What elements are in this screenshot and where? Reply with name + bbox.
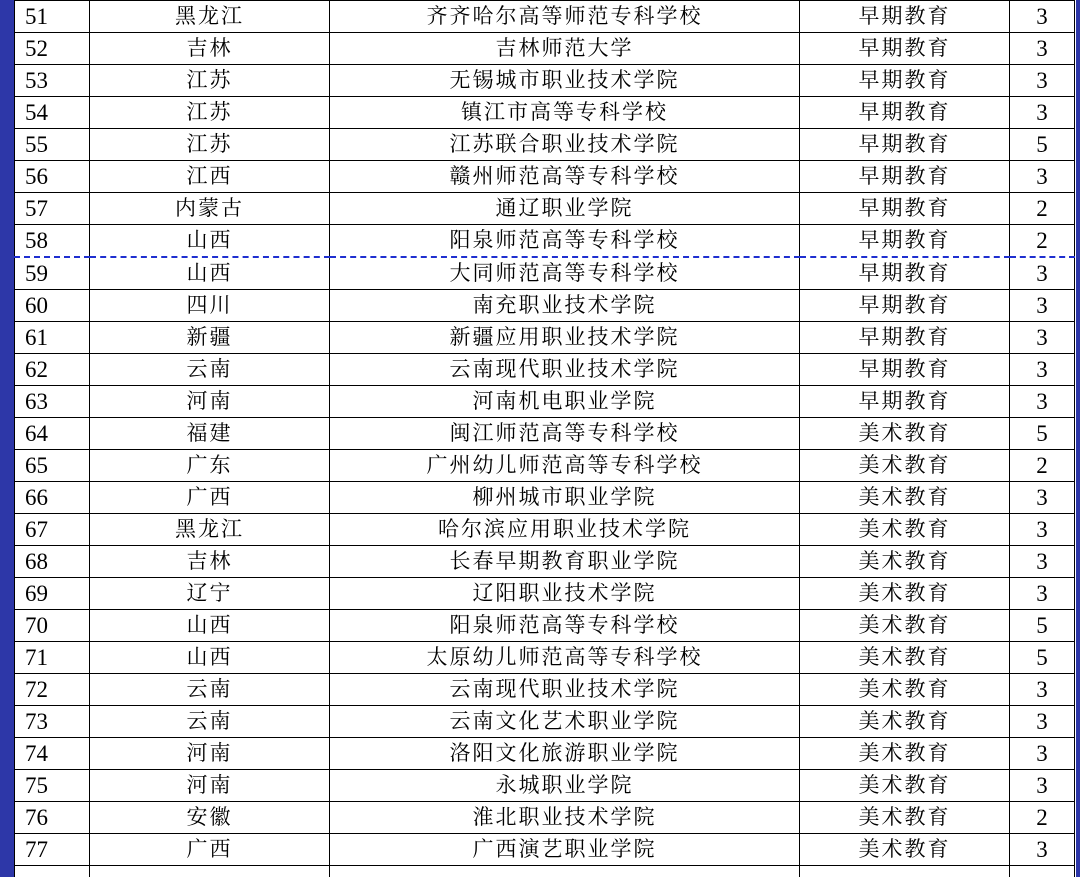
table-row <box>15 642 1075 674</box>
province-cell[interactable]: 广东 <box>90 450 330 482</box>
row-number-cell[interactable]: 75 <box>15 770 90 802</box>
school-name-cell[interactable]: 永城职业学院 <box>330 770 800 802</box>
count-cell[interactable]: 3 <box>1010 161 1075 193</box>
row-number-cell[interactable]: 73 <box>15 706 90 738</box>
province-cell[interactable]: 黑龙江 <box>90 514 330 546</box>
province-cell[interactable]: 山西 <box>90 642 330 674</box>
row-number-cell[interactable]: 72 <box>15 674 90 706</box>
row-number-cell[interactable]: 68 <box>15 546 90 578</box>
province-cell[interactable]: 云南 <box>90 354 330 386</box>
school-table <box>14 0 1075 877</box>
school-name-cell[interactable]: 云南现代职业技术学院 <box>330 354 800 386</box>
school-name-cell[interactable]: 洛阳文化旅游职业学院 <box>330 738 800 770</box>
row-number-cell[interactable]: 64 <box>15 418 90 450</box>
count-cell[interactable]: 3 <box>1010 65 1075 97</box>
table-row <box>15 706 1075 738</box>
school-name-cell[interactable]: 江苏联合职业技术学院 <box>330 129 800 161</box>
table-body <box>15 1 1075 877</box>
table-row <box>15 1 1075 33</box>
count-cell[interactable]: 3 <box>1010 290 1075 322</box>
province-cell[interactable]: 河南 <box>90 770 330 802</box>
major-cell[interactable]: 美术教育 <box>800 834 1010 866</box>
province-cell[interactable]: 广西 <box>90 834 330 866</box>
table-row <box>15 450 1075 482</box>
row-number-cell[interactable]: 53 <box>15 65 90 97</box>
major-cell[interactable]: 美术教育 <box>800 418 1010 450</box>
row-number-cell[interactable]: 76 <box>15 802 90 834</box>
row-number-cell[interactable]: 77 <box>15 834 90 866</box>
major-cell[interactable]: 早期教育 <box>800 1 1010 33</box>
table-row-partial <box>15 866 1075 877</box>
major-cell[interactable]: 早期教育 <box>800 129 1010 161</box>
row-number-cell[interactable]: 56 <box>15 161 90 193</box>
row-number-cell[interactable]: 67 <box>15 514 90 546</box>
table-row <box>15 578 1075 610</box>
count-cell[interactable]: 2 <box>1010 450 1075 482</box>
spreadsheet-page <box>14 0 1076 877</box>
table-row <box>15 738 1075 770</box>
school-name-cell[interactable]: 新疆应用职业技术学院 <box>330 322 800 354</box>
row-number-cell <box>15 866 90 877</box>
table-row <box>15 354 1075 386</box>
school-name-cell[interactable]: 南充职业技术学院 <box>330 290 800 322</box>
major-cell[interactable]: 早期教育 <box>800 33 1010 65</box>
count-cell[interactable]: 3 <box>1010 1 1075 33</box>
table-row <box>15 802 1075 834</box>
school-name-cell[interactable]: 阳泉师范高等专科学校 <box>330 225 800 258</box>
count-cell[interactable]: 3 <box>1010 33 1075 65</box>
count-cell[interactable]: 3 <box>1010 322 1075 354</box>
row-number-cell[interactable]: 71 <box>15 642 90 674</box>
province-cell[interactable]: 江苏 <box>90 129 330 161</box>
count-cell[interactable]: 2 <box>1010 193 1075 225</box>
row-number-cell[interactable]: 61 <box>15 322 90 354</box>
major-cell[interactable]: 早期教育 <box>800 225 1010 258</box>
count-cell[interactable]: 2 <box>1010 225 1075 258</box>
school-name-cell[interactable]: 通辽职业学院 <box>330 193 800 225</box>
school-name-cell[interactable]: 广州幼儿师范高等专科学校 <box>330 450 800 482</box>
row-number-cell[interactable]: 74 <box>15 738 90 770</box>
major-cell[interactable]: 美术教育 <box>800 770 1010 802</box>
row-number-cell[interactable]: 66 <box>15 482 90 514</box>
count-cell[interactable]: 5 <box>1010 610 1075 642</box>
major-cell[interactable]: 美术教育 <box>800 482 1010 514</box>
count-cell[interactable]: 3 <box>1010 354 1075 386</box>
province-cell[interactable]: 河南 <box>90 386 330 418</box>
row-number-cell[interactable]: 69 <box>15 578 90 610</box>
table-row <box>15 257 1075 290</box>
province-cell[interactable]: 广西 <box>90 482 330 514</box>
major-cell[interactable]: 美术教育 <box>800 706 1010 738</box>
province-cell[interactable]: 江西 <box>90 161 330 193</box>
province-cell[interactable]: 山西 <box>90 257 330 290</box>
province-cell[interactable]: 黑龙江 <box>90 1 330 33</box>
province-cell[interactable]: 江苏 <box>90 65 330 97</box>
school-name-cell[interactable]: 无锡城市职业技术学院 <box>330 65 800 97</box>
table-row <box>15 33 1075 65</box>
province-cell[interactable]: 云南 <box>90 674 330 706</box>
school-name-cell[interactable]: 大同师范高等专科学校 <box>330 257 800 290</box>
row-number-cell[interactable]: 65 <box>15 450 90 482</box>
table-row <box>15 610 1075 642</box>
province-cell[interactable]: 福建 <box>90 418 330 450</box>
school-name-cell[interactable]: 哈尔滨应用职业技术学院 <box>330 514 800 546</box>
major-cell[interactable]: 美术教育 <box>800 514 1010 546</box>
major-cell[interactable]: 美术教育 <box>800 546 1010 578</box>
count-cell[interactable]: 3 <box>1010 578 1075 610</box>
count-cell <box>1010 866 1075 877</box>
count-cell[interactable]: 3 <box>1010 674 1075 706</box>
province-cell[interactable]: 四川 <box>90 290 330 322</box>
table-row <box>15 225 1075 258</box>
table-row <box>15 834 1075 866</box>
major-cell[interactable]: 早期教育 <box>800 386 1010 418</box>
table-row <box>15 482 1075 514</box>
province-cell[interactable]: 内蒙古 <box>90 193 330 225</box>
count-cell[interactable]: 5 <box>1010 129 1075 161</box>
province-cell[interactable]: 吉林 <box>90 546 330 578</box>
school-name-cell[interactable]: 长春早期教育职业学院 <box>330 546 800 578</box>
school-name-cell <box>330 866 800 877</box>
province-cell[interactable]: 江苏 <box>90 97 330 129</box>
school-name-cell[interactable]: 吉林师范大学 <box>330 33 800 65</box>
table-row <box>15 546 1075 578</box>
row-number-cell[interactable]: 52 <box>15 33 90 65</box>
row-number-cell[interactable]: 51 <box>15 1 90 33</box>
province-cell[interactable]: 新疆 <box>90 322 330 354</box>
row-number-cell[interactable]: 54 <box>15 97 90 129</box>
row-number-cell[interactable]: 59 <box>15 257 90 290</box>
major-cell[interactable]: 美术教育 <box>800 642 1010 674</box>
row-number-cell[interactable]: 60 <box>15 290 90 322</box>
table-row <box>15 386 1075 418</box>
province-cell <box>90 866 330 877</box>
row-number-cell[interactable]: 70 <box>15 610 90 642</box>
school-name-cell[interactable]: 齐齐哈尔高等师范专科学校 <box>330 1 800 33</box>
major-cell[interactable]: 美术教育 <box>800 738 1010 770</box>
table-row <box>15 770 1075 802</box>
table-row <box>15 129 1075 161</box>
table-row <box>15 674 1075 706</box>
row-number-cell[interactable]: 57 <box>15 193 90 225</box>
count-cell[interactable]: 3 <box>1010 770 1075 802</box>
school-name-cell[interactable]: 云南文化艺术职业学院 <box>330 706 800 738</box>
school-name-cell[interactable]: 阳泉师范高等专科学校 <box>330 610 800 642</box>
table-row <box>15 322 1075 354</box>
count-cell[interactable]: 3 <box>1010 97 1075 129</box>
province-cell[interactable]: 辽宁 <box>90 578 330 610</box>
province-cell[interactable]: 山西 <box>90 225 330 258</box>
school-name-cell[interactable]: 闽江师范高等专科学校 <box>330 418 800 450</box>
school-name-cell[interactable]: 镇江市高等专科学校 <box>330 97 800 129</box>
count-cell[interactable]: 3 <box>1010 514 1075 546</box>
school-name-cell[interactable]: 辽阳职业技术学院 <box>330 578 800 610</box>
count-cell[interactable]: 5 <box>1010 418 1075 450</box>
province-cell[interactable]: 云南 <box>90 706 330 738</box>
major-cell[interactable]: 美术教育 <box>800 802 1010 834</box>
count-cell[interactable]: 3 <box>1010 738 1075 770</box>
major-cell[interactable]: 早期教育 <box>800 193 1010 225</box>
major-cell[interactable]: 美术教育 <box>800 578 1010 610</box>
major-cell[interactable]: 早期教育 <box>800 354 1010 386</box>
table-row <box>15 290 1075 322</box>
major-cell[interactable]: 美术教育 <box>800 450 1010 482</box>
row-number-cell[interactable]: 63 <box>15 386 90 418</box>
school-name-cell[interactable]: 广西演艺职业学院 <box>330 834 800 866</box>
province-cell[interactable]: 吉林 <box>90 33 330 65</box>
count-cell[interactable]: 3 <box>1010 706 1075 738</box>
table-row <box>15 65 1075 97</box>
school-name-cell[interactable]: 太原幼儿师范高等专科学校 <box>330 642 800 674</box>
province-cell[interactable]: 安徽 <box>90 802 330 834</box>
table-row <box>15 418 1075 450</box>
major-cell[interactable]: 早期教育 <box>800 65 1010 97</box>
table-row <box>15 514 1075 546</box>
major-cell[interactable]: 早期教育 <box>800 257 1010 290</box>
table-row <box>15 97 1075 129</box>
count-cell[interactable]: 3 <box>1010 834 1075 866</box>
count-cell[interactable]: 5 <box>1010 642 1075 674</box>
count-cell[interactable]: 3 <box>1010 386 1075 418</box>
major-cell <box>800 866 1010 877</box>
school-name-cell[interactable]: 赣州师范高等专科学校 <box>330 161 800 193</box>
count-cell[interactable]: 2 <box>1010 802 1075 834</box>
count-cell[interactable]: 3 <box>1010 546 1075 578</box>
major-cell[interactable]: 美术教育 <box>800 674 1010 706</box>
row-number-cell[interactable]: 55 <box>15 129 90 161</box>
province-cell[interactable]: 山西 <box>90 610 330 642</box>
major-cell[interactable]: 早期教育 <box>800 161 1010 193</box>
province-cell[interactable]: 河南 <box>90 738 330 770</box>
major-cell[interactable]: 早期教育 <box>800 290 1010 322</box>
major-cell[interactable]: 早期教育 <box>800 97 1010 129</box>
school-name-cell[interactable]: 柳州城市职业学院 <box>330 482 800 514</box>
count-cell[interactable]: 3 <box>1010 482 1075 514</box>
row-number-cell[interactable]: 58 <box>15 225 90 258</box>
school-name-cell[interactable]: 云南现代职业技术学院 <box>330 674 800 706</box>
count-cell[interactable]: 3 <box>1010 257 1075 290</box>
row-number-cell[interactable]: 62 <box>15 354 90 386</box>
school-name-cell[interactable]: 河南机电职业学院 <box>330 386 800 418</box>
school-name-cell[interactable]: 淮北职业技术学院 <box>330 802 800 834</box>
major-cell[interactable]: 早期教育 <box>800 322 1010 354</box>
table-row <box>15 193 1075 225</box>
table-row <box>15 161 1075 193</box>
major-cell[interactable]: 美术教育 <box>800 610 1010 642</box>
